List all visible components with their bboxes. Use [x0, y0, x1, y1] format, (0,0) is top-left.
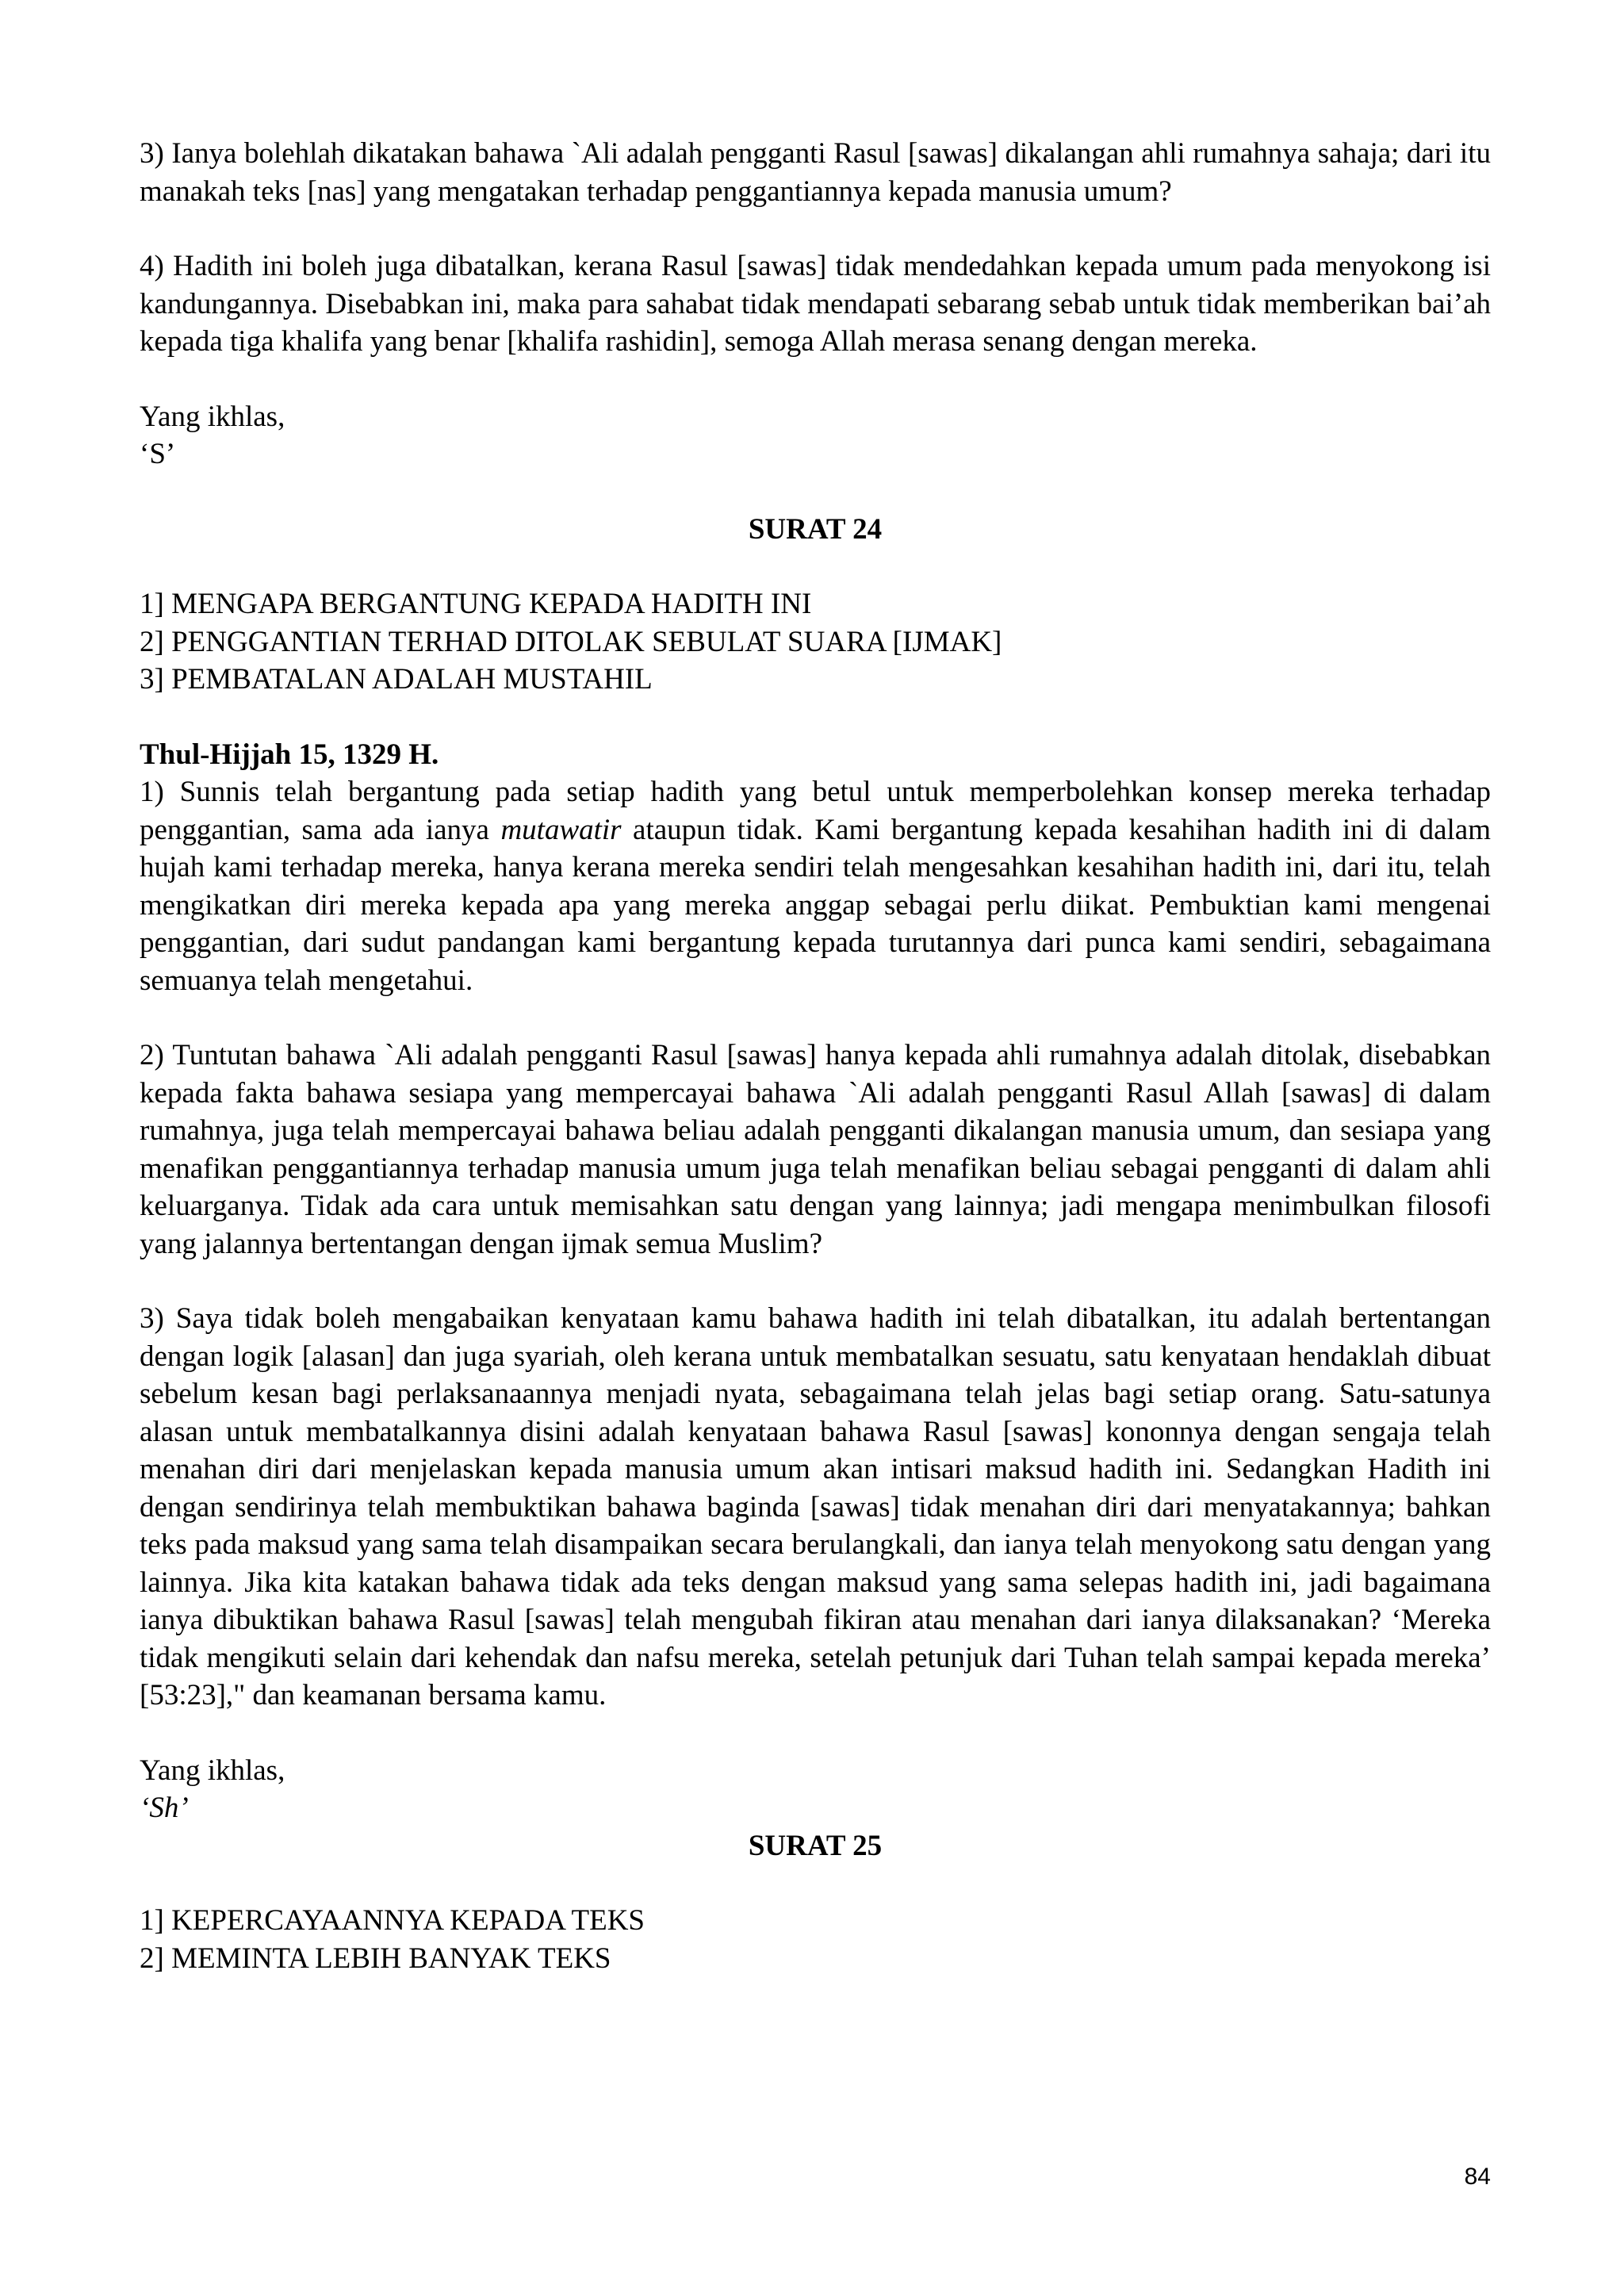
letter-24-signature: ‘Sh’ [140, 1792, 189, 1824]
paragraph-point-3: 3) Ianya bolehlah dikatakan bahawa `Ali adalah pengganti Rasul [sawas] dikalangan ahli rumahnya sahaja; dari itu manakah teks [nas] yang mengatakan terhadap penggantiannya kepada manusia umum? [140, 137, 1491, 208]
letter-24-title: SURAT 24 [748, 512, 883, 546]
closing-signature: ‘S’ [140, 438, 176, 470]
letter-24-paragraph-3: 3) Saya tidak boleh mengabaikan kenyataan kamu bahawa hadith ini telah dibatalkan, itu adalah bertentangan dengan logik [alasan] dan juga syariah, oleh kerana untuk membatalkan sesuatu, satu kenyataan hendaklah dibuat sebelum kesan bagi perlaksanaannya menjadi nyata, sebagaimana telah jelas bagi setiap orang. Satu-satunya alasan untuk membatalkannya disini adalah kenyataan bahawa Rasul [sawas] kononnya dengan sengaja telah menahan diri dari menjelaskan kepada manusia umum akan intisari maksud hadith ini. Sedangkan Hadith ini dengan sendirinya telah membuktikan bahawa baginda [sawas] tidak menahan diri dari menyatakannya; bahkan teks pada maksud yang sama telah disampaikan secara berulangkali, dan ianya telah menyokong satu dengan yang lainnya. Jika kita katakan bahawa tidak ada teks dengan maksud yang sama selepas hadith ini, jadi bagaimana ianya dibuktikan bahawa Rasul [sawas] telah mengubah fikiran atau menahan dari ianya dilaksanakan? ‘Mereka tidak mengikuti selain dari kehendak dan nafsu mereka, setelah petunjuk dari Tuhan telah sampai kepada mereka’ [53:23]," dan keamanan bersama kamu. [140, 1302, 1491, 1711]
letter-24-salutation: Yang ikhlas, [140, 1754, 285, 1787]
letter-24-topic: 3] PEMBATALAN ADALAH MUSTAHIL [140, 663, 653, 696]
emphasis-term: mutawatir [500, 813, 622, 846]
letter-24-paragraph-1: 1) Sunnis telah bergantung pada setiap hadith yang betul untuk memperbolehkan konsep mereka terhadap penggantian, sama ada ianya mutawatir ataupun tidak. Kami bergantung kepada kesahihan hadith ini di dalam hujah kami terhadap mereka, hanya kerana mereka sendiri telah mengesahkan kesahihan hadith ini, dari itu, telah mengikatkan diri mereka kepada apa yang mereka anggap sebagai perlu diikat. Pembuktian kami mengenai penggantian, dari sudut pandangan kami bergantung kepada turutannya dari punca kami sendiri, sebagaimana semuanya telah mengetahui. [140, 776, 1491, 997]
letter-24-topic: 1] MENGAPA BERGANTUNG KEPADA HADITH INI [140, 588, 812, 620]
letter-24-topic: 2] PENGGANTIAN TERHAD DITOLAK SEBULAT SUARA [IJMAK] [140, 625, 1002, 658]
letter-25-title: SURAT 25 [748, 1829, 883, 1862]
paragraph-point-4: 4) Hadith ini boleh juga dibatalkan, kerana Rasul [sawas] tidak mendedahkan kepada umum pada menyokong isi kandungannya. Disebabkan ini, maka para sahabat tidak mendapati sebarang sebab untuk tidak memberikan bai’ah kepada tiga khalifa yang benar [khalifa rashidin], semoga Allah merasa senang dengan mereka. [140, 250, 1491, 358]
letter-25-topic: 1] KEPERCAYAANNYA KEPADA TEKS [140, 1904, 645, 1937]
page-number: 84 [1464, 2164, 1491, 2190]
closing-salutation: Yang ikhlas, [140, 400, 285, 433]
document-body [140, 135, 1491, 1977]
letter-24-paragraph-2: 2) Tuntutan bahawa `Ali adalah pengganti Rasul [sawas] hanya kepada ahli rumahnya adalah ditolak, disebabkan kepada fakta bahawa sesiapa yang mempercayai bahawa `Ali adalah pengganti Rasul Allah [sawas] di dalam rumahnya, juga telah mempercayai bahawa beliau adalah pengganti dikalangan manusia umum, dan sesiapa yang menafikan penggantiannya terhadap manusia umum juga telah menafikan beliau sebagai pengganti di dalam ahli keluarganya. Tidak ada cara untuk memisahkan satu dengan yang lainnya; jadi mengapa menimbulkan filosofi yang jalannya bertentangan dengan ijmak semua Muslim? [140, 1039, 1491, 1260]
letter-24-date: Thul-Hijjah 15, 1329 H. [140, 738, 439, 771]
letter-25-topic: 2] MEMINTA LEBIH BANYAK TEKS [140, 1941, 611, 1975]
